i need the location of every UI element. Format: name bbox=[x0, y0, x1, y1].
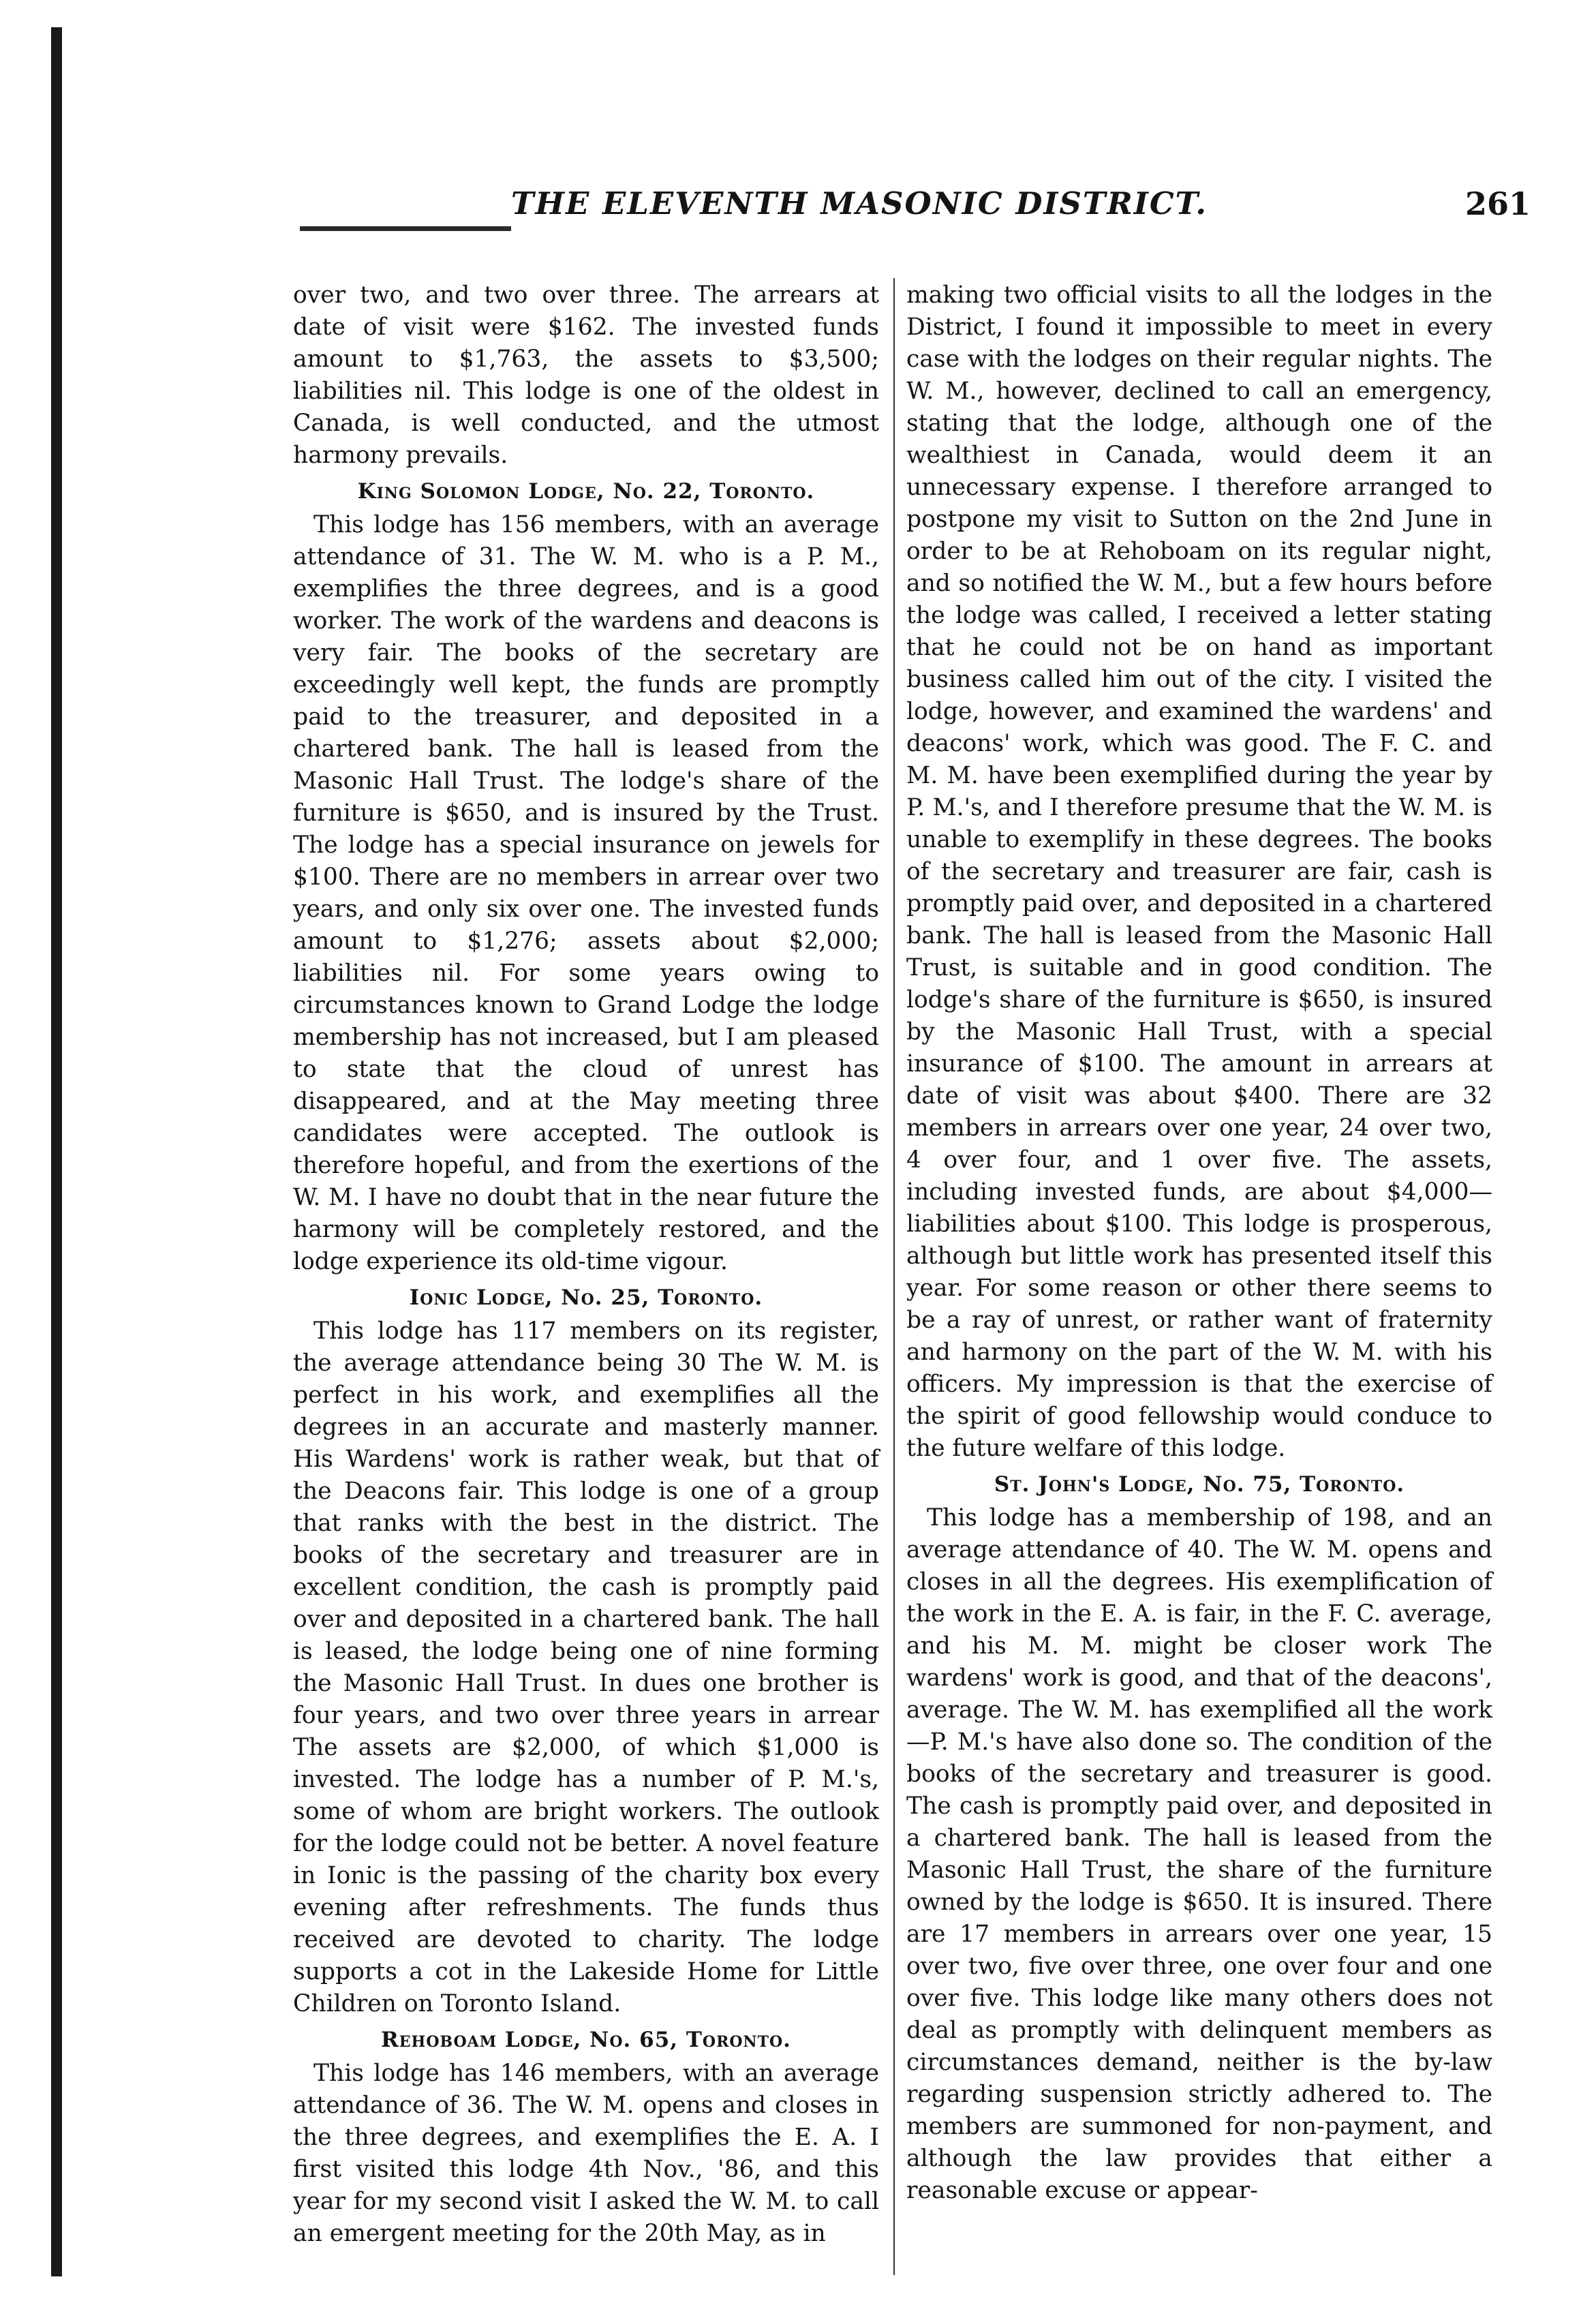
running-title: THE ELEVENTH MASONIC DISTRICT. bbox=[511, 185, 1208, 222]
paragraph: making two official visits to all the lodges in the District, I found it impossible to meet in every case with the lodges on their regular nights. The W. M., however, declined to call an emergency, stating that the lodge, although one of the wealthiest in Canada, would deem it an unnecessary expense. I therefore arranged to postpone my visit to Sutton on the 2nd June in order to be at Rehoboam on its regular night, and so notified the W. M., but a few hours before the lodge was called, I received a letter stating that he could not be on hand as important business called him out of the city. I visited the lodge, however, and examined the wardens' and deacons' work, which was good. The F. C. and M. M. have been exemplified during the year by P. M.'s, and I therefore presume that the W. M. is unable to exemplify in these degrees. The books of the secretary and treasurer are fair, cash is promptly paid over, and deposited in a chartered bank. The hall is leased from the Masonic Hall Trust, is suitable and in good condition. The lodge's share of the furniture is $650, is insured by the Masonic Hall Trust, with a special insurance of $100. The amount in arrears at date of visit was about $400. There are 32 members in arrears over one year, 24 over two, 4 over four, and 1 over five. The assets, including invested funds, are about $4,000—liabilities about $100. This lodge is prosperous, although but little work has presented itself this year. For some reason or other there seems to be a ray of unrest, or rather want of fraternity and harmony on the part of the W. M. with his officers. My impression is that the exercise of the spirit of good fellowship would conduce to the future welfare of this lodge. bbox=[906, 281, 1492, 1462]
right-column bbox=[906, 279, 1492, 2207]
binding-edge bbox=[51, 27, 62, 2276]
header-rule bbox=[300, 226, 511, 231]
paragraph: This lodge has a membership of 198, and an average attendance of 40. The W. M. opens and closes in all the degrees. His exemplification of the work in the E. A. is fair, in the F. C. average, and his M. M. might be closer work The wardens' work is good, and that of the deacons', average. The W. M. has exemplified all the work—P. M.'s have also done so. The condition of the books of the secretary and treasurer is good. The cash is promptly paid over, and deposited in a chartered bank. The hall is leased from the Masonic Hall Trust, the share of the furniture owned by the lodge is $650. It is insured. There are 17 members in arrears over one year, 15 over two, five over three, one over four and one over five. This lodge like many others does not deal as promptly with delinquent members as circumstances demand, neither is the by-law regarding suspension strictly adhered to. The members are summoned for non-payment, and although the law provides that either a reasonable excuse or appear- bbox=[906, 1504, 1492, 2204]
section-heading: Rehoboam Lodge, No. 65, Toronto. bbox=[381, 2028, 791, 2052]
section-heading: Ionic Lodge, No. 25, Toronto. bbox=[409, 1285, 763, 1310]
paragraph: This lodge has 156 members, with an average attendance of 31. The W. M. who is a P. M., exemplifies the three degrees, and is a good worker. The work of the wardens and deacons is very fair. The books of the secretary are exceedingly well kept, the funds are promptly paid to the treasurer, and deposited in a chartered bank. The hall is leased from the Masonic Hall Trust. The lodge's share of the furniture is $650, and is insured by the Trust. The lodge has a special insurance on jewels for $100. There are no members in arrear over two years, and only six over one. The invested funds amount to $1,276; assets about $2,000; liabilities nil. For some years owing to circumstances known to Grand Lodge the lodge membership has not increased, but I am pleased to state that the cloud of unrest has disappeared, and at the May meeting three candidates were accepted. The outlook is therefore hopeful, and from the exertions of the W. M. I have no doubt that in the near future the harmony will be completely restored, and the lodge experience its old-time vigour. bbox=[293, 511, 879, 1275]
section-heading: King Solomon Lodge, No. 22, Toronto. bbox=[357, 479, 815, 504]
page-header bbox=[0, 185, 1596, 233]
page-number: 261 bbox=[1465, 185, 1531, 222]
column-divider bbox=[893, 278, 895, 2275]
section-heading: St. John's Lodge, No. 75, Toronto. bbox=[994, 1472, 1405, 1497]
left-column bbox=[293, 279, 879, 2250]
paragraph: over two, and two over three. The arrears at date of visit were $162. The invested funds amount to $1,763, the assets to $3,500; liabilities nil. This lodge is one of the oldest in Canada, is well conducted, and the utmost harmony prevails. bbox=[293, 281, 879, 469]
paragraph: This lodge has 117 members on its register, the average attendance being 30 The W. M. is perfect in his work, and exemplifies all the degrees in an accurate and masterly manner. His Wardens' work is rather weak, but that of the Deacons fair. This lodge is one of a group that ranks with the best in the district. The books of the secretary and treasurer are in excellent condition, the cash is promptly paid over and deposited in a chartered bank. The hall is leased, the lodge being one of nine forming the Masonic Hall Trust. In dues one brother is four years, and two over three years in arrear The assets are $2,000, of which $1,000 is invested. The lodge has a number of P. M.'s, some of whom are bright workers. The outlook for the lodge could not be better. A novel feature in Ionic is the passing of the charity box every evening after refreshments. The funds thus received are devoted to charity. The lodge supports a cot in the Lakeside Home for Little Children on Toronto Island. bbox=[293, 1317, 879, 2017]
paragraph: This lodge has 146 members, with an average attendance of 36. The W. M. opens and closes in the three degrees, and exemplifies the E. A. I first visited this lodge 4th Nov., '86, and this year for my second visit I asked the W. M. to call an emergent meeting for the 20th May, as in bbox=[293, 2060, 879, 2247]
